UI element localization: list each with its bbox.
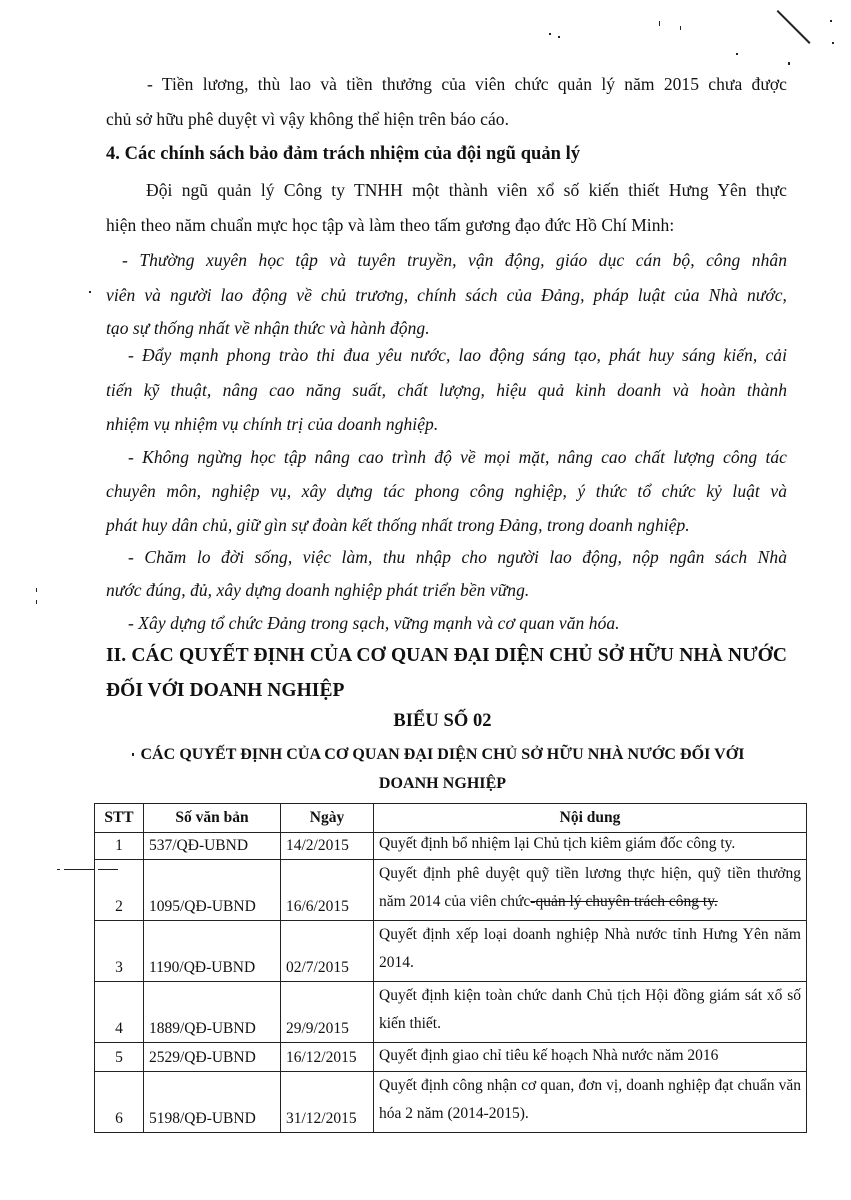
cell-stt: 1 [95,833,144,860]
section-4-heading: 4. Các chính sách bảo đảm trách nhiệm của đội ngũ quản lý [106,144,581,164]
scan-mark [736,53,738,55]
bullet-line: tạo sự thống nhất về nhận thức và hành động. [106,318,430,338]
bullet-line: phát huy dân chủ, giữ gìn sự đoàn kết thống nhất trong Đảng, trong doanh nghiệp. [106,515,690,535]
cell-so-van-ban: 1095/QĐ-UBND [144,860,281,921]
cell-ngay: 16/6/2015 [281,860,374,921]
cell-ngay: 29/9/2015 [281,982,374,1043]
column-header-noi-dung: Nội dung [374,804,807,833]
column-header-so-van-ban: Số văn bản [144,804,281,833]
cell-so-van-ban: 537/QĐ-UBND [144,833,281,860]
cell-stt: 4 [95,982,144,1043]
cell-so-van-ban: 1889/QĐ-UBND [144,982,281,1043]
table-header-row [95,804,807,833]
scan-mark [64,869,94,870]
table-title-line-2: DOANH NGHIỆP [378,775,507,792]
bullet-line: chuyên môn, nghiệp vụ, xây dựng tác phong công nghiệp, ý thức tổ chức kỷ luật và [106,481,787,501]
cell-noi-dung [374,860,807,921]
bullet-line: - Xây dựng tổ chức Đảng trong sạch, vững mạnh và cơ quan văn hóa. [128,613,620,633]
cell-stt: 2 [95,860,144,921]
cell-ngay: 31/12/2015 [281,1072,374,1133]
scan-mark [57,869,60,870]
table-row [95,860,807,921]
section-4-intro-line-1: Đội ngũ quản lý Công ty TNHH một thành viên xổ số kiến thiết Hưng Yên thực [146,180,787,200]
intro-line-1: - Tiền lương, thù lao và tiền thưởng của viên chức quản lý năm 2015 chưa được [147,74,787,94]
cell-stt: 6 [95,1072,144,1133]
scan-mark [132,753,134,756]
noi-dung-text: Quyết định phê duyệt quỹ tiền lương thực hiện, quỹ tiền thưởng năm 2014 của viên chức [379,865,801,910]
scan-mark [830,20,832,22]
bullet-line: nước đúng, đủ, xây dựng doanh nghiệp phát triển bền vững. [106,580,530,600]
scan-mark [659,21,660,26]
bullet-line: tiến kỹ thuật, nâng cao năng suất, chất lượng, hiệu quả kinh doanh và hoàn thành [106,380,787,400]
table-row [95,1043,807,1072]
scan-mark [558,36,560,38]
scan-mark [549,33,551,35]
cell-noi-dung: Quyết định bổ nhiệm lại Chủ tịch kiêm giám đốc công ty. [374,833,807,860]
scan-mark [89,291,91,293]
scan-mark [777,10,811,44]
bullet-line: - Không ngừng học tập nâng cao trình độ về mọi mặt, nâng cao chất lượng công tác [128,447,787,467]
table-row [95,833,807,860]
cell-so-van-ban: 1190/QĐ-UBND [144,921,281,982]
cell-so-van-ban: 2529/QĐ-UBND [144,1043,281,1072]
scan-mark [36,600,37,604]
bullet-line: nhiệm vụ nhiệm vụ chính trị của doanh nghiệp. [106,414,439,434]
scan-mark [36,588,37,592]
table-label: BIỂU SỐ 02 [393,711,492,731]
scan-mark [680,26,681,30]
table-row [95,921,807,982]
intro-line-2: chủ sở hữu phê duyệt vì vậy không thể hiện trên báo cáo. [106,109,510,129]
cell-ngay: 16/12/2015 [281,1043,374,1072]
cell-noi-dung: Quyết định giao chỉ tiêu kế hoạch Nhà nước năm 2016 [374,1043,807,1072]
noi-dung-struck-text: -quản lý chuyên trách công ty. [530,893,718,910]
table-row [95,982,807,1043]
bullet-line: - Chăm lo đời sống, việc làm, thu nhập cho người lao động, nộp ngân sách Nhà [128,547,787,567]
scan-mark [832,42,834,44]
cell-noi-dung: Quyết định công nhận cơ quan, đơn vị, doanh nghiệp đạt chuẩn văn hóa 2 năm (2014-2015). [374,1072,807,1133]
cell-stt: 3 [95,921,144,982]
table-title-line-1: CÁC QUYẾT ĐỊNH CỦA CƠ QUAN ĐẠI DIỆN CHỦ SỞ HỮU NHÀ NƯỚC ĐỐI VỚI [140,746,745,763]
section-2-heading-line-1: II. CÁC QUYẾT ĐỊNH CỦA CƠ QUAN ĐẠI DIỆN CHỦ SỞ HỮU NHÀ NƯỚC [106,645,787,666]
decisions-table [94,803,807,1133]
bullet-line: - Đẩy mạnh phong trào thi đua yêu nước, lao động sáng tạo, phát huy sáng kiến, cải [128,345,787,365]
cell-so-van-ban: 5198/QĐ-UBND [144,1072,281,1133]
cell-ngay: 02/7/2015 [281,921,374,982]
section-4-intro-line-2: hiện theo năm chuẩn mực học tập và làm theo tấm gương đạo đức Hồ Chí Minh: [106,215,675,235]
section-2-heading-line-2: ĐỐI VỚI DOANH NGHIỆP [106,680,345,701]
cell-noi-dung: Quyết định xếp loại doanh nghiệp Nhà nước tỉnh Hưng Yên năm 2014. [374,921,807,982]
cell-stt: 5 [95,1043,144,1072]
table-row [95,1072,807,1133]
scan-mark [788,62,790,65]
column-header-stt: STT [95,804,144,833]
bullet-line: - Thường xuyên học tập và tuyên truyền, vận động, giáo dục cán bộ, công nhân [122,250,787,270]
cell-ngay: 14/2/2015 [281,833,374,860]
bullet-line: viên và người lao động về chủ trương, chính sách của Đảng, pháp luật của Nhà nước, [106,285,787,305]
column-header-ngay: Ngày [281,804,374,833]
cell-noi-dung: Quyết định kiện toàn chức danh Chủ tịch Hội đồng giám sát xổ số kiến thiết. [374,982,807,1043]
